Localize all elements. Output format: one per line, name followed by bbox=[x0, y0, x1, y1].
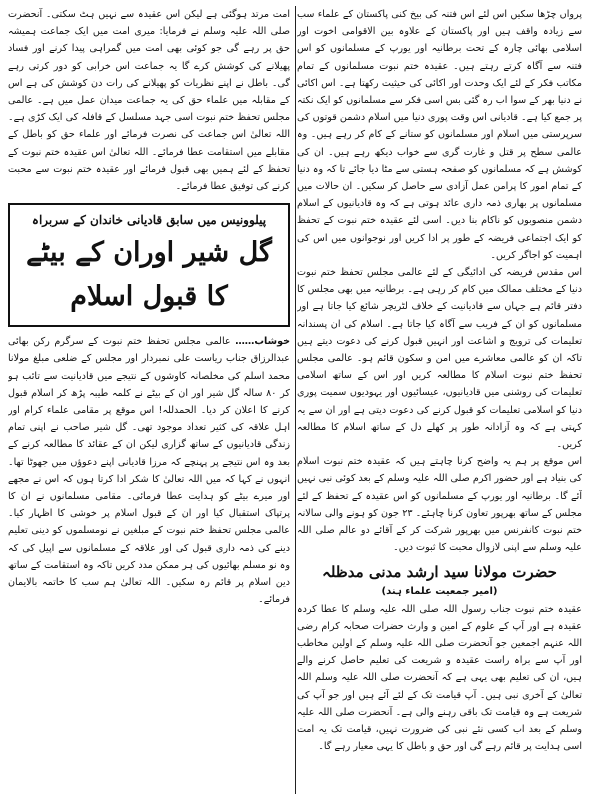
statement-subtitle: (امیر جمعیت علماء ہند) bbox=[381, 585, 498, 597]
article-paragraph: اس موقع پر ہم یہ واضح کرنا چاہتے ہیں کہ عقیدہ ختم نبوت اسلام کی بنیاد ہے اور حضور اکرم صلی اللہ علیہ وسلم کے بعد کوئی نبی نہیں آئے گا۔ برطانیہ اور یورپ کے مسلمانوں کو اس عقیدہ کے تحفظ کے لئے مجلس کے ساتھ بھرپور تعاون کرنا چاہئے۔ ۲۳ جون کو ہونے والی سالانہ ختم نبوت کانفرنس میں بھرپور شرکت کر کے آقائے دو عالم صلی اللہ علیہ وسلم سے اپنی لازوال محبت کا ثبوت دیں۔ bbox=[297, 456, 582, 554]
statement-heading bbox=[297, 561, 582, 601]
news-dateline: خوشاب…… bbox=[235, 336, 290, 348]
article-paragraph: اس مقدس فریضہ کی ادائیگی کے لئے عالمی مجلس تحفظ ختم نبوت دنیا کے مختلف ممالک میں کام کر رہی ہے۔ برطانیہ میں بھی مجلس کا دفتر قائم ہے جہاں سے قادیانیت کے خلاف لٹریچر شائع کیا جاتا ہے اور مسلمانوں کو ان کے فریب سے آگاہ کیا جاتا ہے۔ اسلام کی ان پسندانہ تعلیمات کی ترویج و اشاعت اور انہیں قبول کرنے کی دعوت دیتے ہیں تاکہ ان کو عالمی معاشرے میں امن و سکون قائم ہو۔ عالمی مجلس تحفظ ختم نبوت اسلام کا مطالعہ کریں اور اس کے ساتھ اسلامی تعلیمات کی روشنی میں قادیانیوں، عیسائیوں اور یہودیوں سمیت پوری دنیا کو اسلامی تعلیمات کو قبول کرنے کی دعوت دیتی ہے اور ان سے یہ کہتی ہے کہ وہ آزادانہ طور پر کھلے دل کے ساتھ اسلام کا مطالعہ کریں۔ bbox=[297, 267, 582, 451]
headline-large: گل شیر اوران کے بیٹے کا قبول اسلام bbox=[26, 237, 272, 313]
news-body: عالمی مجلس تحفظ ختم نبوت کے سرگرم رکن بھائی عبدالرزاق جناب ریاست علی نمبردار اور مجلس کے ضلعی مبلغ مولانا محمد اسلم کی مخلصانہ کاوشوں کے نتیجے میں قادیانیت سے تائب ہو کر ۸۰ سالہ گل شیر اور ان کے بیٹے نے کلمہ طیبہ پڑھ کر اسلام قبول کرنے کا اعلان کر دیا۔ الحمدللہ! اس موقع پر مقامی علماء کرام اور اہل علاقہ کی کثیر تعداد موجود تھی۔ گل شیر صاحب نے اپنی تمام زندگی قادیانیوں کے ساتھ گزاری لیکن ان کے عقائد کا مطالعہ کرنے کے بعد وہ اس نتیجے پر پہنچے کہ مرزا قادیانی اپنے دعوؤں میں جھوٹا تھا۔ انہوں نے کہا کہ میں اللہ تعالیٰ کا شکر ادا کرتا ہوں کہ اس نے مجھے اور میرے بیٹے کو ہدایت عطا فرمائی۔ مقامی مسلمانوں نے ان کا پرتپاک استقبال کیا اور ان کے قبول اسلام پر خوشی کا اظہار کیا۔ عالمی مجلس تحفظ ختم نبوت کے مبلغین نے نومسلموں کو دینی تعلیم دینے کی ذمہ داری قبول کی اور علاقہ کے مسلمانوں سے اپیل کی کہ وہ نو مسلم بھائیوں کی ہر ممکن مدد کریں تاکہ وہ استقامت کے ساتھ دین اسلام پر قائم رہ سکیں۔ اللہ تعالیٰ ہم سب کا خاتمہ بالایمان فرمائے۔ bbox=[8, 336, 290, 606]
column-divider bbox=[295, 6, 296, 794]
statement-title: حضرت مولانا سید ارشد مدنی مدظلہ bbox=[322, 562, 557, 581]
right-column bbox=[297, 6, 582, 796]
article-paragraph: امت مرتد ہوگئی ہے لیکن اس عقیدہ سے نہیں ہٹ سکتی۔ آنحضرت صلی اللہ علیہ وسلم نے فرمایا: میری امت میں ایک جماعت ہمیشہ حق پر رہے گی جو کوئی بھی امت میں گمراہی پیدا کرنے اور فساد پھیلانے کی کوشش کرے گا یہ جماعت اس خرابی کو دور کرتی رہے گی۔ باطل نے اپنے نظریات کو پھیلانے کی رات دن کوشش کی ہے اس کے مقابلہ میں علماء حق کی یہ جماعت میدان عمل میں ہے۔ عالمی مجلس تحفظ ختم نبوت اسی جہد مسلسل کے قافلہ کی ایک کڑی ہے۔ اللہ تعالیٰ اس جماعت کی نصرت فرمائے اور علماء حق کو باطل کے مقابلے میں استقامت عطا فرمائے۔ اللہ تعالیٰ اس عقیدہ ختم نبوت کے تحفظ کے لئے ہمیں بھی قبول فرمائے اور عقیدہ ختم نبوت سے محبت کرنے کی توفیق عطا فرمائے۔ bbox=[8, 9, 290, 193]
article-paragraph: پرواں چڑھا سکیں اس لئے اس فتنہ کی بیخ کنی پاکستان کے علماء سب سے زیادہ واقف ہیں اور پاکستان کے علاوہ بین الاقوامی اخوت اور اسلامی بھائی چارہ کے تحت برطانیہ اور یورپ کے مسلمانوں کو اس فتنہ سے آگاہ کرتے رہتے ہیں۔ عقیدہ ختم نبوت مسلمانوں کے تمام مکاتب فکر کے لئے ایک وحدت اور اکائی کی حیثیت رکھتا ہے۔ اس اکائی نے دنیا بھر کے سوا اب رہ گئی بس اسی فکر سے مسلمانوں کو ایک نکتہ پر جمع کیا ہے۔ قادیانی اس وقت پوری دنیا میں اسلام دشمن قوتوں کی سرپرستی میں اسلام اور مسلمانوں کو ستانے کے کام کر رہے ہیں۔ وہ عالمی سطح پر قتل و غارت گری سے خواب دیکھ رہے ہیں۔ ان کی کوشش ہے کہ مسلمانوں کو صفحہ ہستی سے مٹا دیا جائے تا کہ وہ دنیا کے تمام امور کا پرامن عمل آزادی سے حاصل کر سکیں۔ ان حالات میں مسلمانوں پر بھاری ذمہ داری عائد ہوتی ہے کہ وہ قادیانیوں کے اسلام دشمن منصوبوں کو ناکام بنا دیں۔ اسی لئے عقیدہ ختم نبوت کے تحفظ کو ایک اجتماعی فریضہ کے طور پر ادا کریں اور نوجوانوں میں اس کی اہمیت کو اجاگر کریں۔ bbox=[297, 9, 582, 261]
news-paragraph bbox=[8, 333, 290, 608]
statement-paragraph: عقیدہ ختم نبوت جناب رسول اللہ صلی اللہ علیہ وسلم کا عطا کردہ عقیدہ ہے اور آپ کے علوم کے امین و وارث حضرات صحابہ کرام رضی اللہ عنہم اجمعین جو آنحضرت صلی اللہ علیہ وسلم کے اولین مخاطب اور آپ سے براہ راست عقیدہ و شریعت کی تعلیم حاصل کرنے والے ہیں، ان کی تعلیم بھی یہی ہے کہ آنحضرت صلی اللہ علیہ وسلم اللہ تعالیٰ کے آخری نبی ہیں۔ آپ قیامت تک کے لئے آئے ہیں اور جو آپ کی شریعت ہے وہ قیامت تک باقی رہنے والی ہے۔ آنحضرت صلی اللہ علیہ وسلم کے بعد اب کسی نئے نبی کی ضرورت نہیں، قیامت تک یہ امت اسی ہدایت پر قائم رہے گی اور حق و باطل کا یہی معیار رہے گا۔ bbox=[297, 603, 582, 753]
news-headline-box bbox=[8, 203, 290, 327]
headline-small: پیلوونیس میں سابق قادیانی خاندان کے سربراہ bbox=[31, 213, 267, 228]
left-column bbox=[8, 6, 290, 796]
